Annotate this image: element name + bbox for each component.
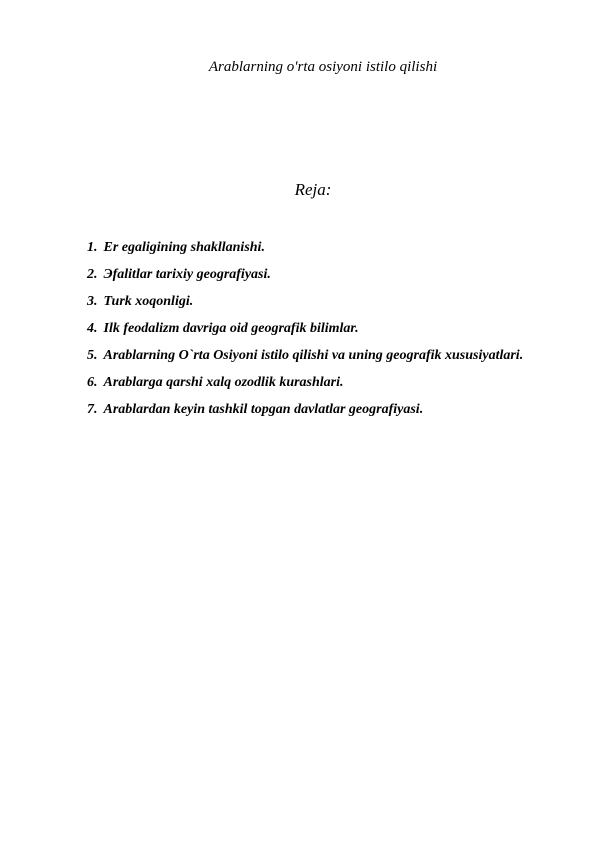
plan-item-text: Ilk feodalizm davriga oid geografik bilimlar. xyxy=(103,321,359,336)
plan-item xyxy=(87,288,527,315)
plan-item-number: 5. xyxy=(87,348,98,363)
plan-item-text: Turk xoqonligi. xyxy=(103,294,194,309)
plan-item-text: Arablarning O`rta Osiyoni istilo qilishi va uning geografik xususiyatlari. xyxy=(103,348,524,363)
plan-item-number: 6. xyxy=(87,375,98,390)
plan-item-text: Er egaligining shakllanishi. xyxy=(103,240,265,255)
plan-item-text: Arablardan keyin tashkil topgan davlatlar geografiyasi. xyxy=(103,402,424,417)
plan-item xyxy=(87,342,527,369)
plan-item xyxy=(87,396,527,423)
plan-item-number: 7. xyxy=(87,402,98,417)
plan-item xyxy=(87,261,527,288)
plan-item-text: Эfalitlar tarixiy geografiyasi. xyxy=(103,267,271,282)
plan-item-number: 1. xyxy=(87,240,98,255)
plan-item xyxy=(87,369,527,396)
plan-list xyxy=(87,234,527,423)
plan-item-number: 3. xyxy=(87,294,98,309)
plan-item xyxy=(87,315,527,342)
plan-item-text: Arablarga qarshi xalq ozodlik kurashlari. xyxy=(103,375,344,390)
plan-item-number: 4. xyxy=(87,321,98,336)
plan-item xyxy=(87,234,527,261)
plan-item-number: 2. xyxy=(87,267,98,282)
document-title: Arablarning o'rta osiyoni istilo qilishi xyxy=(208,59,438,75)
plan-heading: Reja: xyxy=(294,180,332,199)
